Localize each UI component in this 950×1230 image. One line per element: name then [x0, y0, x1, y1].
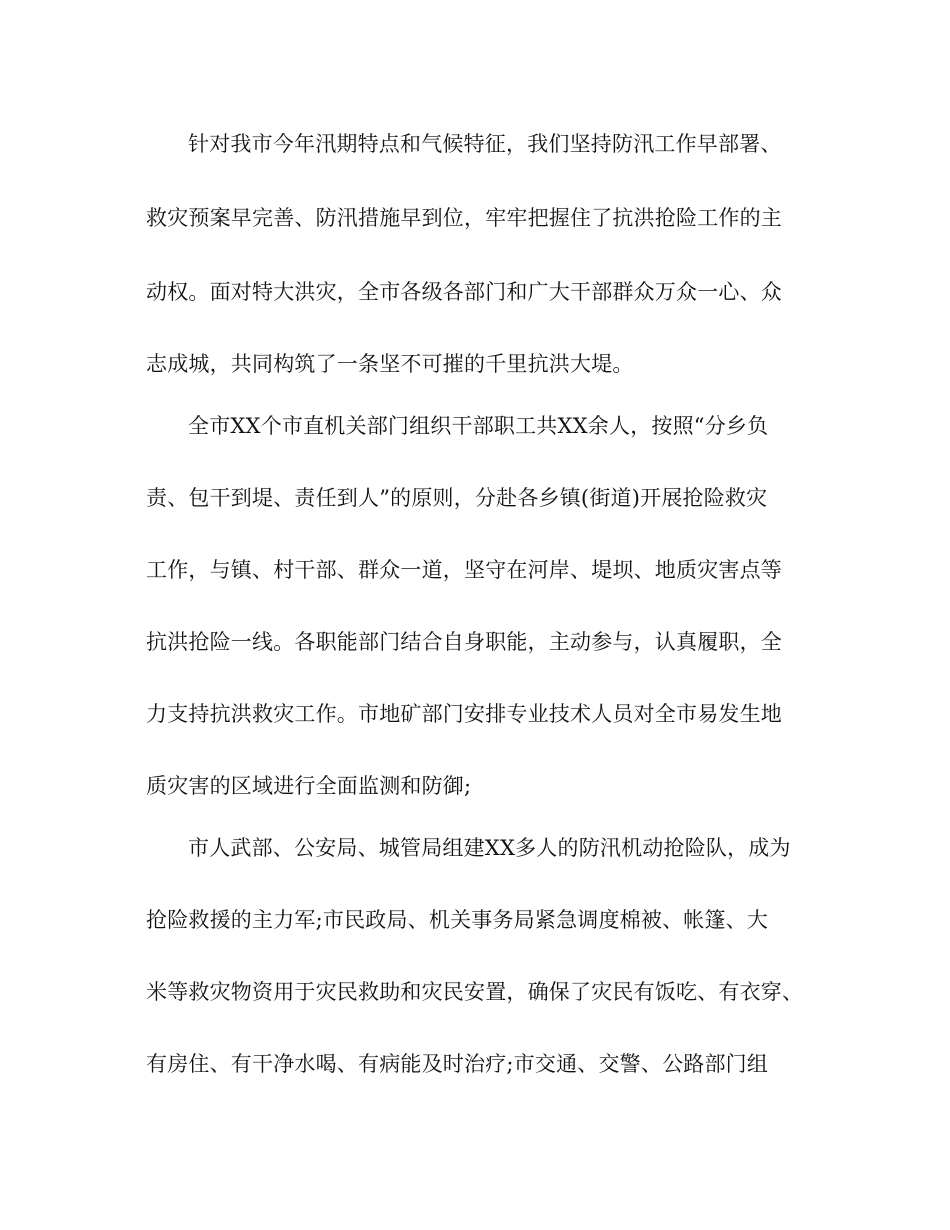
paragraph-3-line-2: 抢险救援的主力军;市民政局、机关事务局紧急调度棉被、帐篷、大 — [146, 908, 769, 932]
paragraph-1-line-3: 动权。面对特大洪灾，全市各级各部门和广大干部群众万众一心、众 — [146, 280, 782, 304]
paragraph-2-line-6: 质灾害的区域进行全面监测和防御; — [146, 774, 472, 798]
paragraph-3-line-1: 市人武部、公安局、城管局组建XX多人的防汛机动抢险队，成为 — [188, 836, 791, 860]
paragraph-2-line-2: 责、包干到堤、责任到人”的原则，分赴各乡镇(街道)开展抢险救灾 — [146, 486, 768, 510]
paragraph-2-line-5: 力支持抗洪救灾工作。市地矿部门安排专业技术人员对全市易发生地 — [146, 702, 782, 726]
paragraph-1-line-2: 救灾预案早完善、防汛措施早到位，牢牢把握住了抗洪抢险工作的主 — [146, 206, 782, 230]
paragraph-1-line-4: 志成城，共同构筑了一条坚不可摧的千里抗洪大堤。 — [146, 352, 634, 376]
paragraph-2-line-1: 全市XX个市直机关部门组织干部职工共XX余人，按照“分乡负 — [188, 414, 769, 438]
paragraph-2-line-3: 工作，与镇、村干部、群众一道，坚守在河岸、堤坝、地质灾害点等 — [146, 558, 782, 582]
paragraph-3-line-4: 有房住、有干净水喝、有病能及时治疗;市交通、交警、公路部门组 — [146, 1052, 769, 1076]
paragraph-3-line-3: 米等救灾物资用于灾民救助和灾民安置，确保了灾民有饭吃、有衣穿、 — [146, 980, 804, 1004]
paragraph-1-line-1: 针对我市今年汛期特点和气候特征，我们坚持防汛工作早部署、 — [188, 132, 782, 156]
paragraph-2-line-4: 抗洪抢险一线。各职能部门结合自身职能，主动参与，认真履职，全 — [146, 630, 782, 654]
